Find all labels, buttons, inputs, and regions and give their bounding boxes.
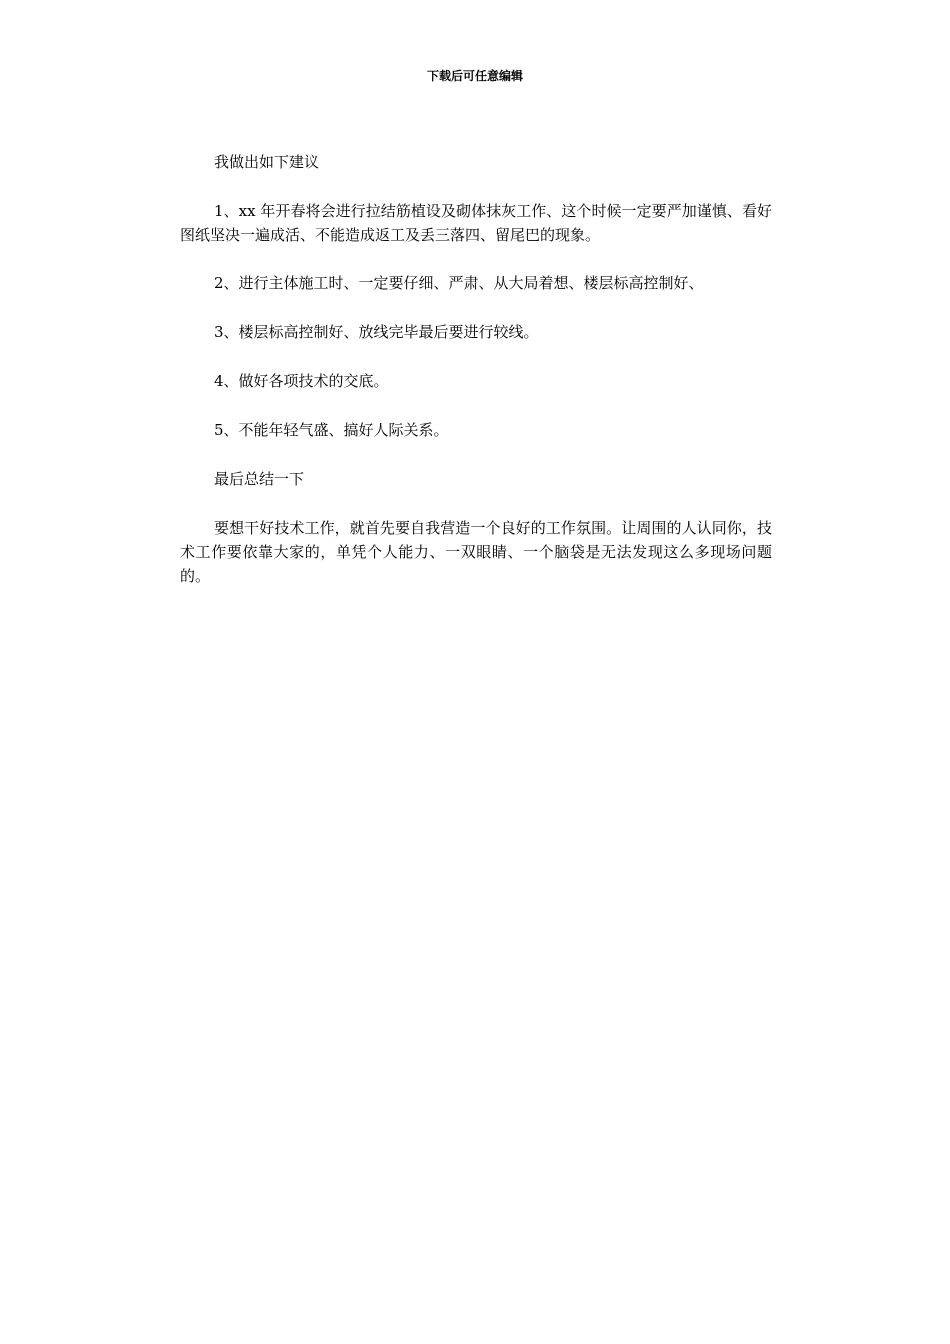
page-header: 下载后可任意编辑: [426, 69, 523, 83]
paragraph-suggestion-3: 3、楼层标高控制好、放线完毕最后要进行较线。: [214, 323, 539, 341]
paragraph-summary-heading: 最后总结一下: [214, 470, 305, 488]
paragraph-suggestion-5: 5、不能年轻气盛、搞好人际关系。: [214, 421, 449, 439]
paragraph-suggestion-2: 2、进行主体施工时、一定要仔细、严肃、从大局着想、楼层标高控制好、: [214, 274, 704, 292]
paragraph-summary: 要想干好技术工作，就首先要自我营造一个良好的工作氛围。让周围的人认同你，技术工作要依靠大家的，单凭个人能力、一双眼睛、一个脑袋是无法发现这么多现场问题的。: [180, 519, 772, 585]
paragraph-suggestion-4: 4、做好各项技术的交底。: [214, 372, 389, 390]
paragraph-intro: 我做出如下建议: [214, 153, 320, 171]
paragraph-suggestion-1: 1、xx 年开春将会进行拉结筋植设及砌体抹灰工作、这个时候一定要严加谨慎、看好图纸坚决一遍成活、不能造成返工及丢三落四、留尾巴的现象。: [180, 202, 772, 244]
document-body: [180, 150, 772, 613]
